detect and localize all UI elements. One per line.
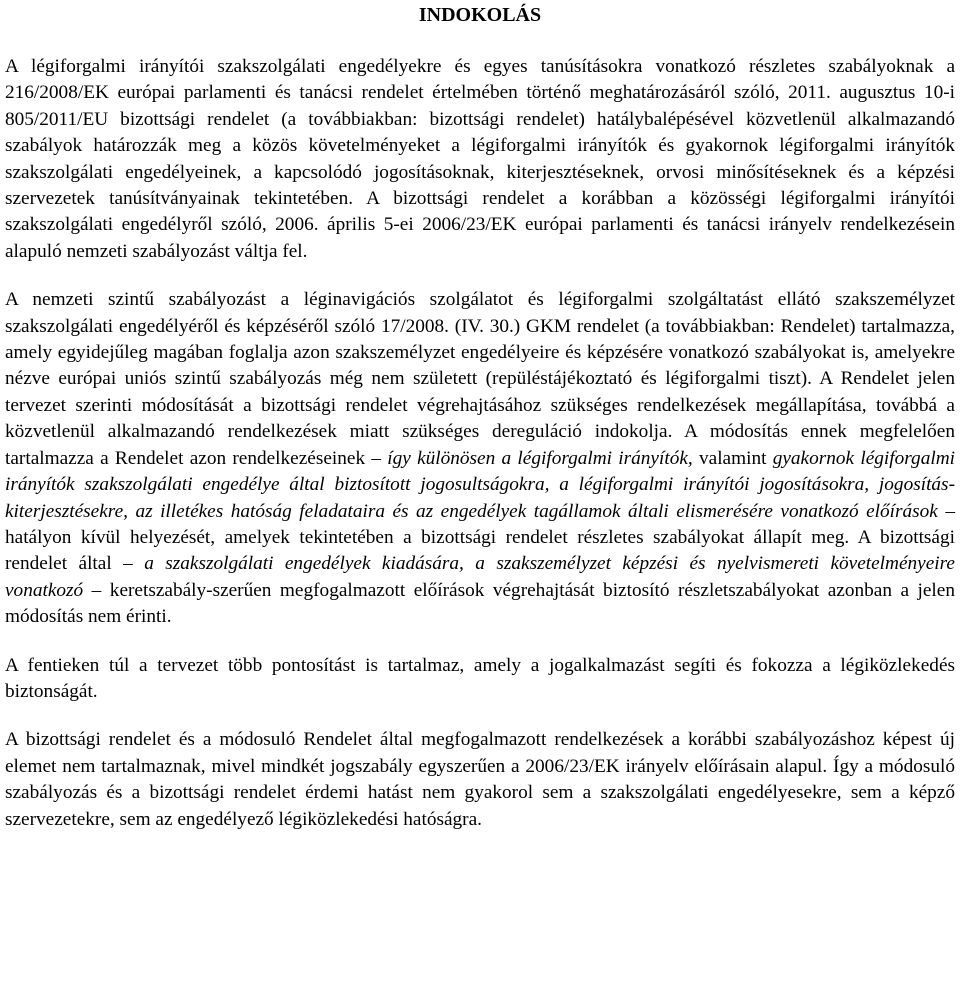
paragraph <box>5 653 955 706</box>
paragraph <box>5 727 955 833</box>
document-body <box>5 54 955 833</box>
text-run: A bizottsági rendelet és a módosuló Rendelet által megfogalmazott rendelkezések a korábbi szabályozáshoz képest új elemet nem tartalmaznak, mivel mindkét jogszabály egyszerűen a 2006/23/EK irányelv előírásain alapul. Így a módosuló szabályozás és a bizottsági rendelet érdemi hatást nem gyakorol sem a szakszolgálati engedélyesekre, sem a képző szervezetekre, sem az engedélyező légiközlekedési hatóságra. <box>5 729 955 830</box>
text-run: A fentieken túl a tervezet több pontosítást is tartalmaz, amely a jogalkalmazást segíti és fokozza a légiközlekedés biztonságát. <box>5 654 955 702</box>
document-title: INDOKOLÁS <box>418 4 542 26</box>
text-run: A légiforgalmi irányítói szakszolgálati engedélyekre és egyes tanúsításokra vonatkozó részletes szabályoknak a 216/2008/EK európai parlamenti és tanácsi rendelet értelmében történő meghatározásáról szóló, 2011. augusztus 10-i 805/2011/EU bizottsági rendelet (a továbbiakban: bizottsági rendelet) hatálybalépésével közvetlenül alkalmazandó szabályok határozzák meg a közös követelményeket a légiforgalmi irányítók és gyakornok légiforgalmi irányítók szakszolgálati engedélyeinek, a kapcsolódó jogosításoknak, kiterjesztéseknek, orvosi minősítéseknek és a képzési szervezetek tanúsítványainak tekintetében. A bizottsági rendelet a korábban a közösségi légiforgalmi irányítói szakszolgálati engedélyről szóló, 2006. április 5-ei 2006/23/EK európai parlamenti és tanácsi irányelv rendelkezésein alapuló nemzeti szabályozást váltja fel. <box>5 56 955 262</box>
text-run: A nemzeti szintű szabályozást a léginavigációs szolgálatot és légiforgalmi szolgáltatást ellátó szakszemélyzet szakszolgálati engedélyéről és képzéséről szóló 17/2008. (IV. 30.) GKM rendelet (a továbbiakban: Rendelet) tartalmazza, amely egyidejűleg magában foglalja azon szakszemélyzet engedélyeire és képzésére vonatkozó szabályokat is, amelyekre nézve európai uniós szintű szabályozás még nem született (repüléstájékoztató és légiforgalmi tiszt). A Rendelet jelen tervezet szerinti módosítását a bizottsági rendelet végrehajtásához szükséges rendelkezések megállapítása, továbbá a közvetlenül alkalmazandó rendelkezések miatt szükséges dereguláció indokolja. A módosítás ennek megfelelően tartalmazza a Rendelet azon rendelkezéseinek – <box>5 289 955 469</box>
paragraph <box>5 287 955 630</box>
italic-text: a szakszolgálati engedélyek kiadására, a szakszemélyzet képzési és nyelvismereti követelményeire vonatkozó <box>5 553 955 601</box>
text-run: – hatályon kívül helyezését, amelyek tekintetében a bizottsági rendelet részletes szabályokat állapít meg. A bizottsági rendelet által – <box>5 500 955 575</box>
italic-text: így különösen a légiforgalmi irányítók, <box>387 447 693 469</box>
paragraph <box>5 54 955 265</box>
document-page <box>5 0 955 833</box>
text-run: valamint <box>692 447 773 469</box>
italic-text: gyakornok légiforgalmi irányítók szakszolgálati engedélye által biztosított jogosultságokra, a légiforgalmi irányítói jogosításokra, jogosítás-kiterjesztésekre, az illetékes hatóság feladataira és az engedélyek tagállamok általi elismerésére vonatkozó előírások <box>5 447 955 522</box>
text-run: – keretszabály-szerűen megfogalmazott előírások végrehajtását biztosító részletszabályokat azonban a jelen módosítás nem érinti. <box>5 579 955 628</box>
